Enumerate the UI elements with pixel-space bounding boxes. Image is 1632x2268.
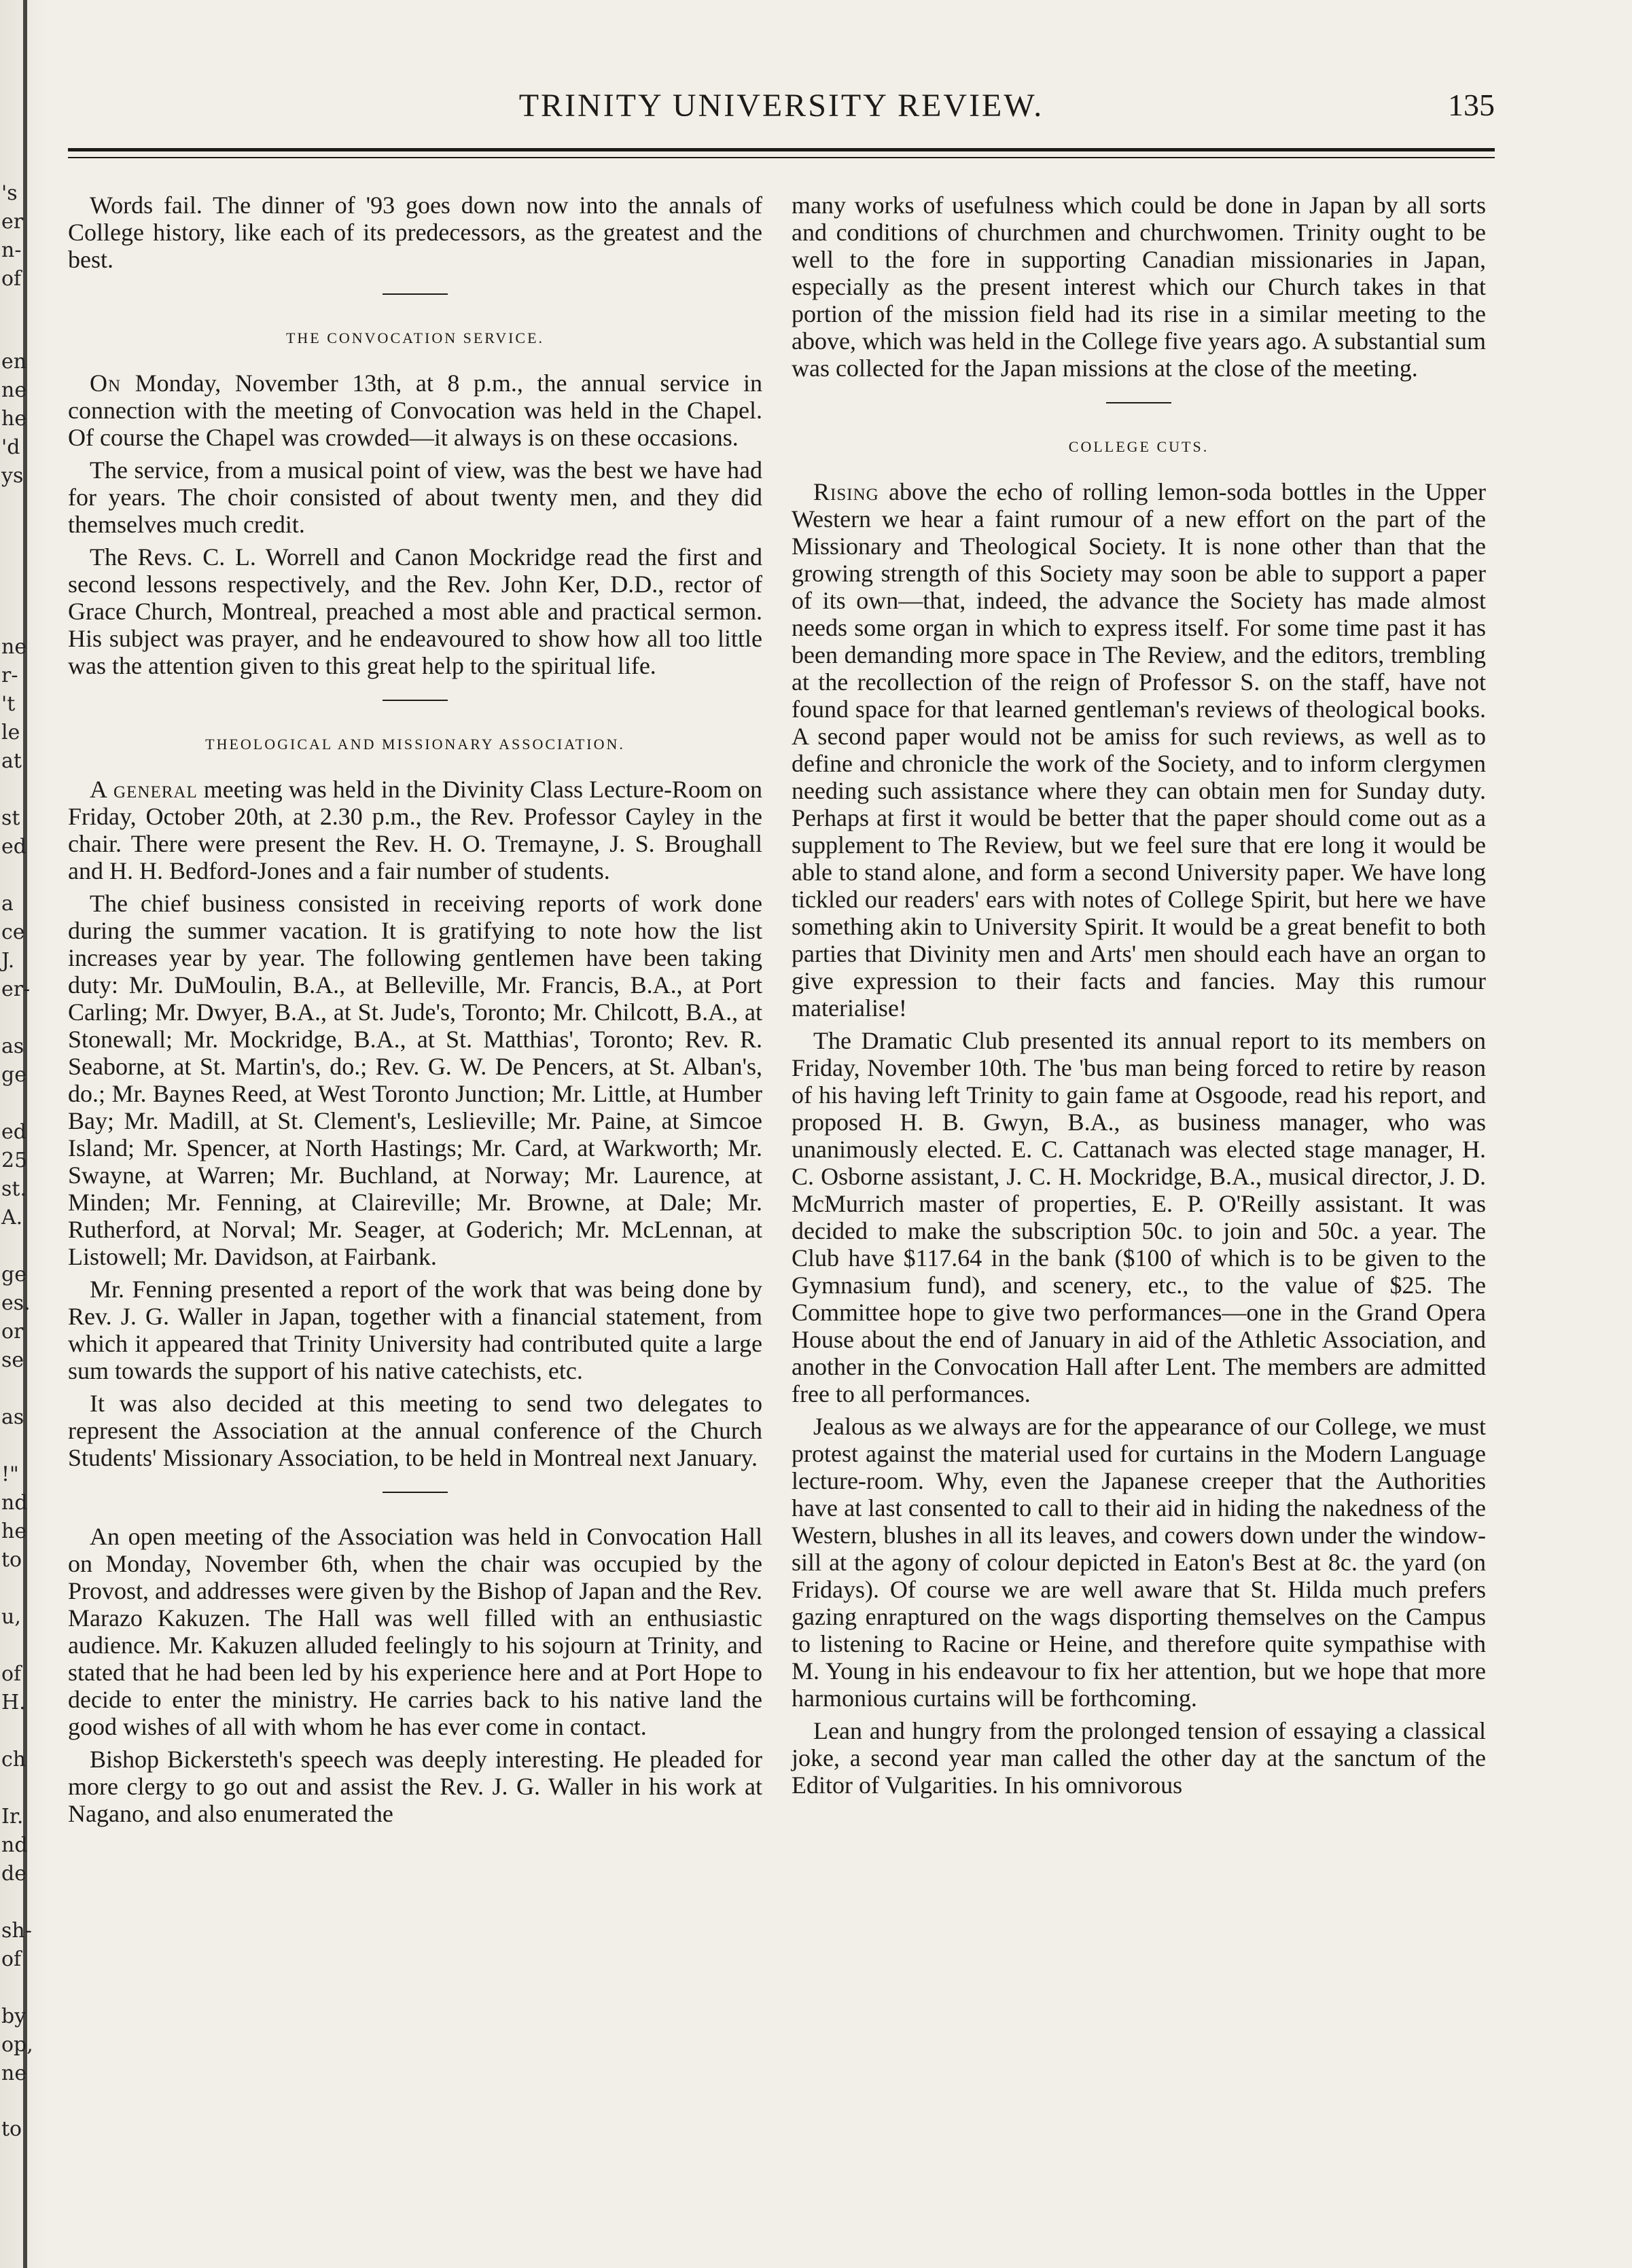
convocation-paragraph-2: The service, from a musical point of view, was the best we have had for years. The choir consisted of about twenty men, and they did themselves much credit. xyxy=(68,456,762,538)
margin-fragment: he xyxy=(1,407,27,431)
open-meeting-paragraph-2: Bishop Bickersteth's speech was deeply interesting. He pleaded for more clergy to go out and assist the Rev. J. G. Waller in his work at Nagano, and also enumerated the xyxy=(68,1746,762,1827)
margin-fragment: nd xyxy=(1,1833,28,1857)
margin-fragment: at xyxy=(1,749,22,773)
margin-fragment: ne xyxy=(1,2062,27,2085)
convocation-paragraph-3: The Revs. C. L. Worrell and Canon Mockridge read the first and second lessons respectively, and the Rev. John Ker, D.D., rector of Grace Church, Montreal, preached a most able and practical sermon. His subject was prayer, and he endeavoured to show how all too little was the attention given to this great help to the spiritual life. xyxy=(68,543,762,679)
section-divider xyxy=(1106,402,1171,403)
margin-fragment: st xyxy=(1,806,20,830)
college-cuts-paragraph-2: The Dramatic Club presented its annual report to its members on Friday, November 10th. The 'bus man being forced to retire by reason of his having left Trinity to gain fame at Osgoode, read his report, and proposed H. B. Gwyn, B.A., as business manager, who was unanimously elected. E. C. Cattanach was elected stage manager, H. C. Osborne assistant, J. C. H. Mockridge, B.A., musical director, J. D. McMurrich master of properties, E. P. O'Reilly assistant. It was decided to make the subscription 50c. to join and 50c. a year. The Club have $117.64 in the bank ($100 of which is to be given to the Gymnasium fund), and scenery, etc., to the value of $25. The Committee hope to give two performances—one in the Grand Opera House about the end of January in aid of the Athletic Association, and another in the Convocation Hall after Lent. The members are admitted free to all performances. xyxy=(792,1027,1486,1407)
page-header xyxy=(68,87,1495,141)
section-heading-theological: THEOLOGICAL AND MISSIONARY ASSOCIATION. xyxy=(205,736,625,753)
section-heading-college-cuts: COLLEGE CUTS. xyxy=(1068,438,1209,455)
section-divider xyxy=(383,700,448,701)
college-cuts-paragraph-3: Jealous as we always are for the appearance of our College, we must protest against the material used for curtains in the Modern Language lecture-room. Why, even the Japanese creeper that the Authorities have at last consented to call to their aid in hiding the nakedness of the Western, blushes in all its leaves, and cowers down under the window-sill at the agony of colour depicted in Eaton's Best at 8c. the yard (on Fridays). Of course we are well aware that St. Hilda much prefers gazing enraptured on the wags disporting themselves on the Campus to listening to Racine or Heine, and therefore quite sympathise with M. Young in his endeavour to fix her attention, but we hope that more harmonious curtains will be forthcoming. xyxy=(792,1413,1486,1712)
margin-fragment: of xyxy=(1,1947,22,1971)
margin-fragment: st. xyxy=(1,1177,26,1201)
margin-fragment: er xyxy=(1,210,24,234)
lead-word: On xyxy=(90,370,122,397)
running-title: TRINITY UNIVERSITY REVIEW. xyxy=(518,88,1044,124)
margin-fragment: of xyxy=(1,267,22,291)
margin-fragment: en xyxy=(1,350,27,374)
margin-fragment: a xyxy=(1,892,14,916)
section-heading-convocation: THE CONVOCATION SERVICE. xyxy=(285,329,545,346)
margin-fragment: u, xyxy=(1,1605,21,1629)
intro-paragraph: Words fail. The dinner of '93 goes down now into the annals of College history, like each of its predecessors, as the greatest and the best. xyxy=(68,192,762,273)
lead-word: Rising xyxy=(813,478,879,505)
margin-fragment: 't xyxy=(1,692,16,716)
margin-fragment: ys xyxy=(1,464,24,488)
college-cuts-paragraph-1 xyxy=(792,478,1486,1022)
lead-word: A general xyxy=(90,776,198,803)
margin-fragment: by xyxy=(1,2004,26,2028)
margin-fragment: ch xyxy=(1,1748,26,1771)
margin-fragment: op, xyxy=(1,2033,33,2057)
continuation-paragraph: many works of usefulness which could be done in Japan by all sorts and conditions of churchmen and churchwomen. Trinity ought to be well to the fore in supporting Canadian missionaries in Japan, especially as the present interest which our Church takes in that portion of the mission field had its rise in a similar meeting to the above, which was held in the College five years ago. A substantial sum was collected for the Japan missions at the close of the meeting. xyxy=(792,192,1486,382)
margin-fragment: A. xyxy=(1,1206,23,1229)
margin-fragment: le xyxy=(1,721,20,744)
theological-paragraph-2: The chief business consisted in receiving reports of work done during the summer vacation. It is gratifying to note how the list increases year by year. The following gentlemen have been taking duty: Mr. DuMoulin, B.A., at Belleville, Mr. Francis, B.A., at Port Carling; Mr. Dwyer, B.A., at St. Jude's, Toronto; Mr. Chilcott, B.A., at Stonewall; Mr. Mockridge, B.A., at St. Matthias', Toronto; Rev. R. Seaborne, at St. Martin's, do.; Rev. G. W. De Pencers, at St. Alban's, do.; Mr. Baynes Reed, at West Toronto Junction; Mr. Little, at Humber Bay; Mr. Madill, at St. Clement's, Leslieville; Mr. Paine, at Simcoe Island; Mr. Spencer, at North Hastings; Mr. Card, at Warkworth; Mr. Swayne, at Warren; Mr. Buchland, at Norway; Mr. Laurence, at Minden; Mr. Fenning, at Claireville; Mr. Browne, at Dale; Mr. Rutherford, at Norval; Mr. Seager, at Goderich; Mr. McLennan, at Listowell; Mr. Davidson, at Fairbank. xyxy=(68,890,762,1270)
margin-fragment: as xyxy=(1,1405,24,1429)
margin-fragment: ne xyxy=(1,635,27,659)
margin-fragment: ed xyxy=(1,835,26,859)
margin-fragment: Ir. xyxy=(1,1805,24,1829)
paragraph-text: above the echo of rolling lemon-soda bottles in the Upper Western we hear a faint rumour of a new effort on the part of the Missionary and Theological Society. It is none other than that the growing strength of this Society may soon be able to support a paper of its own—that, indeed, the advance the Society has made almost needs some organ in which to express itself. For some time past it has been demanding more space in The Review, and the editors, trembling at the recollection of the reign of Professor S. on the staff, have not found space for that learned gentleman's reviews of theological books. A second paper would not be amiss for such reviews, as well as to define and chronicle the work of the Society, and to inform clergymen needing such assistance where they can obtain men for Sunday duty. Perhaps at first it would be better that the paper should come out as a supplement to The Review, but we feel sure that ere long it would be able to stand alone, and form a second University paper. We have long tickled our readers' ears with notes of College Spirit, but here we have something akin to University Spirit. It would be a great benefit to both parties that Divinity men and Arts' men should each have an organ to give expression to their facts and fancies. May this rumour materialise! xyxy=(792,478,1486,1022)
margin-fragment: sh- xyxy=(1,1919,32,1943)
margin-fragment: or xyxy=(1,1320,24,1344)
header-rule-thick xyxy=(68,148,1495,151)
section-divider xyxy=(383,1492,448,1493)
margin-fragment: es. xyxy=(1,1291,31,1315)
margin-fragment: 'd xyxy=(1,435,20,459)
page-number: 135 xyxy=(1448,88,1495,122)
margin-fragment: 's xyxy=(1,181,18,205)
paragraph-text: Monday, November 13th, at 8 p.m., the annual service in connection with the meeting of Convocation was held in the Chapel. Of course the Chapel was crowded—it always is on these occasions. xyxy=(68,370,762,451)
margin-fragment: er- xyxy=(1,977,31,1001)
left-column xyxy=(68,192,762,2243)
margin-fragment: ge xyxy=(1,1263,26,1286)
header-rule-thin xyxy=(68,157,1495,158)
paragraph-text: meeting was held in the Divinity Class Lecture-Room on Friday, October 20th, at 2.30 p.m., the Rev. Professor Cayley in the chair. There were present the Rev. H. O. Tremayne, J. S. Broughall and H. H. Bedford-Jones and a fair number of students. xyxy=(68,776,762,884)
margin-fragment: r- xyxy=(1,664,18,687)
margin-fragment: nd xyxy=(1,1491,28,1515)
college-cuts-paragraph-4: Lean and hungry from the prolonged tension of essaying a classical joke, a second year man called the other day at the sanctum of the Editor of Vulgarities. In his omnivorous xyxy=(792,1717,1486,1799)
margin-fragment: ge xyxy=(1,1063,26,1087)
margin-fragment: ed xyxy=(1,1120,26,1144)
margin-fragment: n- xyxy=(1,238,22,262)
theological-paragraph-1 xyxy=(68,776,762,884)
right-column xyxy=(792,192,1486,2243)
margin-fragment: se xyxy=(1,1348,24,1372)
margin-fragment: ce xyxy=(1,920,25,944)
margin-fragment: ne xyxy=(1,378,27,402)
margin-fragment: J. xyxy=(1,949,15,973)
theological-paragraph-3: Mr. Fenning presented a report of the work that was being done by Rev. J. G. Waller in Japan, together with a financial statement, from which it appeared that Trinity University had contributed quite a large sum towards the support of his native catechists, etc. xyxy=(68,1276,762,1384)
margin-fragment: to xyxy=(1,1548,22,1572)
section-divider xyxy=(383,293,448,295)
margin-fragment: he xyxy=(1,1519,27,1543)
margin-fragment: to xyxy=(1,2117,22,2141)
margin-fragment: H. xyxy=(1,1691,26,1714)
margin-fragment: of xyxy=(1,1662,22,1686)
convocation-paragraph-1 xyxy=(68,370,762,451)
margin-fragment: as xyxy=(1,1034,24,1058)
margin-fragment: de xyxy=(1,1862,26,1886)
margin-fragment: 25 xyxy=(1,1149,28,1172)
theological-paragraph-4: It was also decided at this meeting to send two delegates to represent the Association at the annual conference of the Church Students' Missionary Association, to be held in Montreal next January. xyxy=(68,1390,762,1471)
margin-fragment: !" xyxy=(1,1462,19,1486)
open-meeting-paragraph-1: An open meeting of the Association was held in Convocation Hall on Monday, November 6th, when the chair was occupied by the Provost, and addresses were given by the Bishop of Japan and the Rev. Marazo Kakuzen. The Hall was well filled with an enthusiastic audience. Mr. Kakuzen alluded feelingly to his sojourn at Trinity, and stated that he had been led by his experience here and at Port Hope to decide to enter the ministry. He carries back to his native land the good wishes of all with whom he has ever come in contact. xyxy=(68,1523,762,1740)
